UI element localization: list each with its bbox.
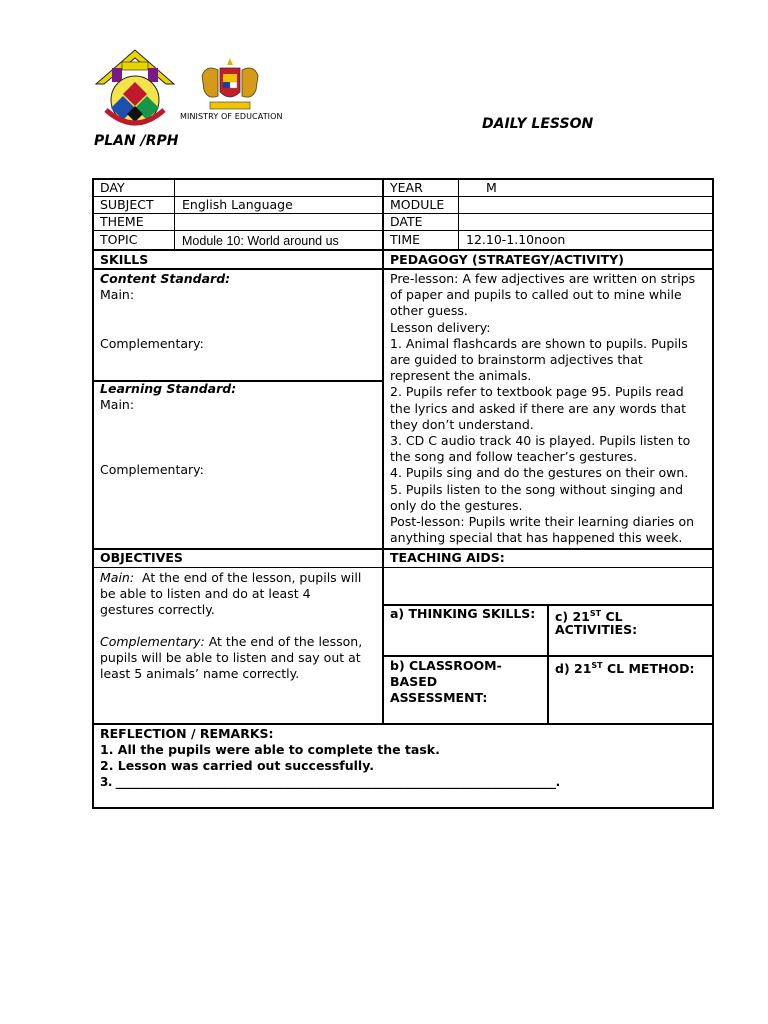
pedagogy-line: Post-lesson: Pupils write their learning diaries on <box>390 514 695 530</box>
objectives-heading: OBJECTIVES <box>100 550 183 565</box>
theme-label: THEME <box>100 214 144 229</box>
pedagogy-line: Pre-lesson: A few adjectives are written on strips <box>390 271 696 286</box>
objective-comp-line2: pupils will be able to listen and say out at <box>100 650 361 665</box>
pedagogy-content <box>390 271 712 546</box>
year-label: YEAR <box>390 180 423 195</box>
time-label: TIME <box>390 232 421 247</box>
objective-main-text1: At the end of the lesson, pupils will <box>134 570 362 585</box>
day-label: DAY <box>100 180 125 195</box>
time-value: 12.10-1.10noon <box>466 232 566 247</box>
objective-comp-line3: least 5 animals’ name correctly. <box>100 666 300 681</box>
ministry-label: MINISTRY OF EDUCATION <box>180 112 283 121</box>
content-standard-label: Content Standard: <box>100 271 231 286</box>
objective-main-line1 <box>100 570 361 586</box>
subject-value: English Language <box>182 197 293 212</box>
pedagogy-line: the song and follow teacher’s gestures. <box>390 449 638 465</box>
title-part-1: DAILY LESSON <box>482 116 594 132</box>
skills-heading: SKILLS <box>100 252 149 267</box>
reflection-heading: REFLECTION / REMARKS: <box>100 726 274 741</box>
cl-activities-label-2: ACTIVITIES: <box>555 622 638 637</box>
reflection-line2: 2. Lesson was carried out successfully. <box>100 758 374 773</box>
year-value: M <box>486 180 497 195</box>
topic-label: TOPIC <box>100 232 138 247</box>
pedagogy-line: 5. Pupils listen to the song without singing and <box>390 481 684 497</box>
reflection-line3: 3. ________________________________________________________________________________. <box>100 775 560 789</box>
pedagogy-line: other guess. <box>390 303 468 319</box>
objective-main-line2: be able to listen and do at least 4 <box>100 586 311 601</box>
pedagogy-line: 3. CD C audio track 40 is played. Pupils listen to <box>390 433 691 449</box>
pedagogy-line: of paper and pupils to called out to mine while <box>390 287 682 303</box>
subject-label: SUBJECT <box>100 197 154 212</box>
module-label: MODULE <box>390 197 445 212</box>
objective-comp-label: Complementary: <box>100 634 205 649</box>
pedagogy-line: Lesson delivery: <box>390 319 491 335</box>
coat-of-arms-logo <box>196 56 264 114</box>
date-label: DATE <box>390 214 423 229</box>
pedagogy-line: only do the gestures. <box>390 497 523 513</box>
content-complementary-label: Complementary: <box>100 336 204 351</box>
learning-main-label: Main: <box>100 397 135 412</box>
objective-main-label: Main: <box>100 570 135 585</box>
pedagogy-line: anything special that has happened this week. <box>390 530 683 546</box>
reflection-line1: 1. All the pupils were able to complete the task. <box>100 742 440 757</box>
teaching-aids-heading: TEACHING AIDS: <box>390 550 505 565</box>
classroom-assessment-line3: ASSESSMENT: <box>390 690 488 705</box>
learning-standard-label: Learning Standard: <box>100 381 237 396</box>
learning-complementary-label: Complementary: <box>100 462 204 477</box>
objective-main-line3: gestures correctly. <box>100 602 215 617</box>
cl-activities-label: c) 21ST CL <box>555 609 623 625</box>
pedagogy-line: are guided to brainstorm adjectives that <box>390 352 643 368</box>
thinking-skills-label: a) THINKING SKILLS: <box>390 606 536 621</box>
classroom-assessment-line1: b) CLASSROOM- <box>390 658 502 673</box>
title-part-2: PLAN /RPH <box>94 133 179 149</box>
pedagogy-line: 1. Animal flashcards are shown to pupils. Pupils <box>390 335 688 351</box>
pedagogy-line: represent the animals. <box>390 368 532 384</box>
pedagogy-line: the lyrics and asked if there are any words that <box>390 400 687 416</box>
objective-comp-text1: At the end of the lesson, <box>204 634 363 649</box>
classroom-assessment-line2: BASED <box>390 674 438 689</box>
pedagogy-line: they don’t understand. <box>390 416 534 432</box>
pedagogy-line: 4. Pupils sing and do the gestures on their own. <box>390 465 689 481</box>
topic-value: Module 10: World around us <box>182 234 339 248</box>
objective-comp-line1 <box>100 634 362 650</box>
cl-method-label: d) 21ST CL METHOD: <box>555 661 695 677</box>
pedagogy-line: 2. Pupils refer to textbook page 95. Pupils read <box>390 384 684 400</box>
content-main-label: Main: <box>100 287 135 302</box>
school-logo <box>92 44 178 130</box>
pedagogy-heading: PEDAGOGY (STRATEGY/ACTIVITY) <box>390 252 624 267</box>
